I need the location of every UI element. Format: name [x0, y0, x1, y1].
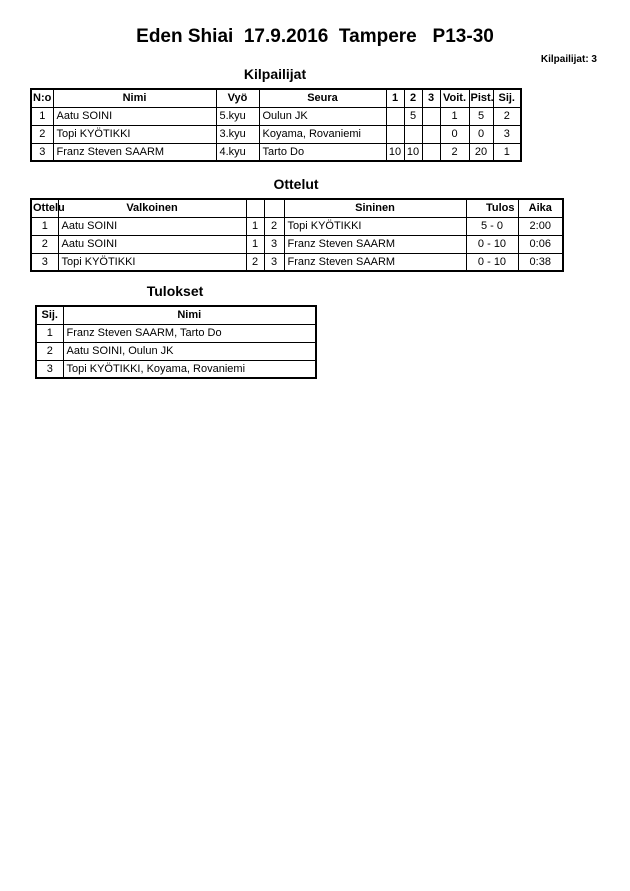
cell-nimi: Aatu SOINI: [53, 107, 216, 125]
cell-valkoinen: Topi KYÖTIKKI: [58, 253, 246, 271]
cell-nro: 3: [31, 143, 53, 161]
cell-match-1: 10: [386, 143, 404, 161]
cell-vyo: 4.kyu: [216, 143, 259, 161]
cell-sij: 2: [493, 107, 521, 125]
ottelut-header-row: [31, 199, 563, 217]
cell-pist: 5: [469, 107, 493, 125]
cell-valkoinen-nro: 1: [246, 235, 264, 253]
cell-nro: 2: [31, 125, 53, 143]
table-row: [31, 217, 563, 235]
cell-seura: Koyama, Rovaniemi: [259, 125, 386, 143]
cell-nimi: Topi KYÖTIKKI, Koyama, Rovaniemi: [63, 360, 316, 378]
cell-sij: 1: [36, 324, 63, 342]
section-ottelut: [30, 176, 562, 272]
table-row: [31, 107, 521, 125]
cell-nro: 1: [31, 107, 53, 125]
table-row: [31, 253, 563, 271]
tulokset-table: [35, 305, 317, 379]
col-header-voit: Voit.: [440, 89, 469, 107]
table-row: [31, 235, 563, 253]
cell-match-1: [386, 125, 404, 143]
cell-match-3: [422, 125, 440, 143]
col-header-sij: Sij.: [36, 306, 63, 324]
page-title: Eden Shiai 17.9.2016 Tampere P13-30: [136, 26, 494, 47]
cell-sininen-nro: 3: [264, 235, 284, 253]
competitors-count-label: Kilpailijat: 3: [540, 54, 597, 65]
col-header-nimi: Nimi: [53, 89, 216, 107]
table-row: [36, 342, 316, 360]
cell-aika: 0:38: [518, 253, 563, 271]
cell-seura: Oulun JK: [259, 107, 386, 125]
col-header-match-2: 2: [404, 89, 422, 107]
cell-sij: 2: [36, 342, 63, 360]
cell-sininen: Franz Steven SAARM: [284, 253, 466, 271]
table-row: [31, 143, 521, 161]
cell-tulos: 5 - 0: [466, 217, 518, 235]
cell-pist: 0: [469, 125, 493, 143]
section-title-kilpailijat: Kilpailijat: [243, 66, 307, 82]
col-header-pist: Pist.: [469, 89, 493, 107]
cell-match-2: 10: [404, 143, 422, 161]
cell-nimi: Franz Steven SAARM: [53, 143, 216, 161]
table-row: [36, 360, 316, 378]
section-kilpailijat: [30, 66, 520, 162]
col-header-valkoinen: Valkoinen: [58, 199, 246, 217]
cell-nimi: Franz Steven SAARM, Tarto Do: [63, 324, 316, 342]
col-header-sininen-nro: [264, 199, 284, 217]
cell-sij: 3: [36, 360, 63, 378]
col-header-sininen: Sininen: [284, 199, 466, 217]
cell-valkoinen-nro: 1: [246, 217, 264, 235]
ottelut-table: [30, 198, 564, 272]
kilpailijat-table: [30, 88, 522, 162]
col-header-vyo: Vyö: [216, 89, 259, 107]
col-header-match-3: 3: [422, 89, 440, 107]
cell-voit: 0: [440, 125, 469, 143]
cell-nimi: Aatu SOINI, Oulun JK: [63, 342, 316, 360]
cell-sij: 3: [493, 125, 521, 143]
cell-sininen-nro: 3: [264, 253, 284, 271]
section-title-tulokset: Tulokset: [146, 283, 204, 299]
cell-tulos: 0 - 10: [466, 235, 518, 253]
cell-sininen: Franz Steven SAARM: [284, 235, 466, 253]
cell-match-2: [404, 125, 422, 143]
col-header-match-1: 1: [386, 89, 404, 107]
cell-valkoinen: Aatu SOINI: [58, 235, 246, 253]
cell-pist: 20: [469, 143, 493, 161]
cell-sij: 1: [493, 143, 521, 161]
section-title-ottelut: Ottelut: [273, 176, 319, 192]
cell-voit: 1: [440, 107, 469, 125]
cell-ottelu-nro: 3: [31, 253, 58, 271]
cell-aika: 2:00: [518, 217, 563, 235]
cell-voit: 2: [440, 143, 469, 161]
section-tulokset: [35, 283, 315, 379]
cell-valkoinen-nro: 2: [246, 253, 264, 271]
col-header-sij: Sij.: [493, 89, 521, 107]
cell-nimi: Topi KYÖTIKKI: [53, 125, 216, 143]
cell-valkoinen: Aatu SOINI: [58, 217, 246, 235]
cell-sininen-nro: 2: [264, 217, 284, 235]
cell-sininen: Topi KYÖTIKKI: [284, 217, 466, 235]
cell-match-2: 5: [404, 107, 422, 125]
kilpailijat-header-row: [31, 89, 521, 107]
cell-seura: Tarto Do: [259, 143, 386, 161]
col-header-nro: N:o: [31, 89, 53, 107]
col-header-seura: Seura: [259, 89, 386, 107]
col-header-ottelu: Ottelu: [31, 199, 58, 217]
table-row: [31, 125, 521, 143]
cell-ottelu-nro: 2: [31, 235, 58, 253]
cell-aika: 0:06: [518, 235, 563, 253]
cell-match-3: [422, 107, 440, 125]
cell-match-3: [422, 143, 440, 161]
col-header-tulos: Tulos: [466, 199, 518, 217]
cell-ottelu-nro: 1: [31, 217, 58, 235]
cell-vyo: 3.kyu: [216, 125, 259, 143]
col-header-valkoinen-nro: [246, 199, 264, 217]
col-header-nimi: Nimi: [63, 306, 316, 324]
cell-vyo: 5.kyu: [216, 107, 259, 125]
tulokset-header-row: [36, 306, 316, 324]
col-header-aika: Aika: [518, 199, 563, 217]
table-row: [36, 324, 316, 342]
cell-match-1: [386, 107, 404, 125]
cell-tulos: 0 - 10: [466, 253, 518, 271]
